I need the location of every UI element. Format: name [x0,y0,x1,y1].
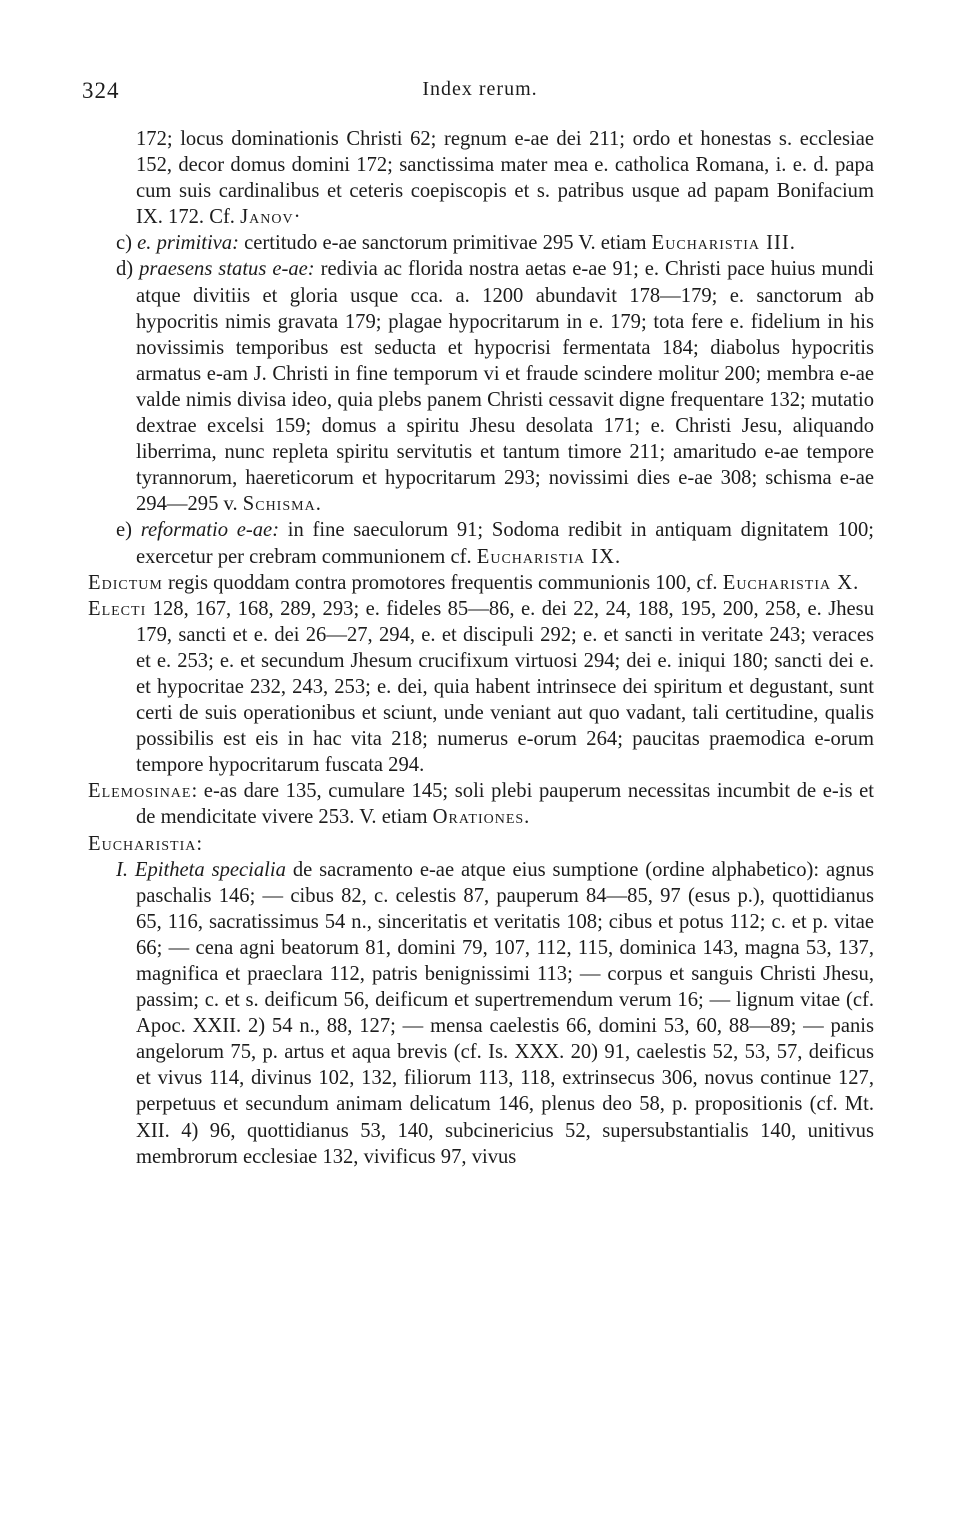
cross-reference: Orationes. [432,806,531,829]
entry-headword: Edictum [88,571,163,594]
cross-reference: Eucharistia IX. [476,545,622,568]
entry-text: 128, 167, 168, 289, 293; e. fideles 85—86, e. dei 22, 24, 188, 195, 200, 258, e. Jhesu 179, sancti et e. dei 26—27, 294, e. et discipuli 292; e. et sancti in veritate 243; veraces et e. 253; e. et secundum Jhesum crucifixum virtuosi 294; dei e. iniqui 180; sancti dei e. et hypocritae 232, 243, 253; e. dei, quia habent intrinsece dei spiritum et degustant, sunt certi de suis operationibus et sciunt, unde veniant aut quo vadant, tali certitudine, qualis possibilis est eis in hac vita 218; numerus e-orum 264; paucitas praemodica e-orum tempore hypocritarum fuscata 294. [136,597,874,777]
subentry-label: c) [116,232,138,255]
subentry-text: de sacramento e-ae atque eius sumptione (ordine alphabetico): agnus paschalis 146; — cibus 82, c. celestis 87, pauperum 84—85, 97 (esus p.), quottidianus 65, 116, sacratissimus 54 n., sinceritatis et veritatis 108; cibus et potus 112; c. et p. vitae 66; — cena agni beatorum 81, domini 79, 107, 112, 115, dominica 143, magna 53, 137, magnifica et praeclara 112, patris benignissimi 113; — corpus et sanguis Christi Jhesu, passim; c. et s. deificum 56, deificum et supertremendum verum 16; — lignum vitae (cf. Apoc. XXII. 2) 54 n., 88, 127; — mensa caelestis 66, domini 53, 60, 88—89; — panis angelorum 75, p. artus et aqua brevis (cf. Is. XXX. 20) 91, caelestis 52, 53, 57, deificus et vivus 114, divinus 102, 132, filiorum 113, 118, extrinsecus 306, novus continue 127, perpetuus et secundum animam delicatum 146, plenus deo 58, p. propositionis (cf. Mt. XII. 4) 96, quottidianus 53, 140, subcinericius 52, supersubstantialis 140, unitivus membrorum ecclesiae 132, vivificus 97, vivus [136,858,875,1168]
subentry-text: certitudo e-ae sanctorum primitivae 295 V. etiam [244,232,652,255]
entry-headword: Eucharistia [88,832,197,855]
running-head: Index rerum. [422,78,538,100]
entry-electi [88,596,874,779]
entry-eucharistia [88,831,874,857]
index-body [88,126,874,1170]
subentry-title: e. primitiva: [137,232,245,255]
cross-reference: Eucharistia X. [722,571,860,594]
cross-reference: Schisma. [242,493,322,516]
subentry-eucharistia-i [88,857,874,1170]
subentry-label: d) [116,258,140,281]
subentry-e [88,517,874,569]
entry-headword: Elemosinae [88,780,192,803]
entry-colon: : [196,832,203,855]
subentry-title: reformatio e-ae: [140,519,288,542]
subentry-label: e) [116,519,141,542]
continuation-text: 172; locus dominationis Christi 62; regnum e-ae dei 211; ordo et honestas s. ecclesiae 152, decor domus domini 172; sanctissima mater mea e. catholica Romana, i. e. d. papa cum suis cardinalibus et ceteris coepiscopis et s. patribus usque ad papam Bonifacium IX. 172. Cf. [136,128,874,229]
subentry-d [88,256,874,517]
cross-reference: Eucharistia III. [651,232,796,255]
subentry-text: redivia ac florida nostra aetas e-ae 91; e. Christi pace huius mundi atque divitiis et gloria usque cca. a. 1200 abundavit 178—179; e. sanctorum ab hypocritis nimis gravata 179; plagae hypocritarum in e. 179; tota fere e. fidelium in his novissimis temporibus est seducta et hypocrisi fermentata 184; diabolus hypocritis armatus e-am J. Christi in fine temporum vi et fraude scindere molitur 200; membra e-ae valde nimis divisa ideo, quia plebs panem Christi cessavit digne frequentare 132; mutatio dextrae excelsi 159; domus a spiritu Jhesu desolata 171; e. Christi Jesu, aliquando liberrima, nunc repleta spiritu servitutis et tantum timore 211; amaritudo e-ae tempore tyrannorum, haereticorum et hypocritarum 293; novissimi dies e-ae 308; schisma e-ae 294—295 v. [136,258,874,516]
entry-elemosinae [88,778,874,830]
subentry-c [88,230,874,256]
page-number: 324 [82,78,120,103]
entry-edictum [88,570,874,596]
entry-headword: Electi [88,597,147,620]
entry-text: regis quoddam contra promotores frequentis communionis 100, cf. [162,571,723,594]
subentry-title: praesens status e-ae: [139,258,321,281]
subentry-text: in fine saeculorum 91; Sodoma redibit in antiquam dignitatem 100; exercetur per crebram communionem cf. [136,519,874,568]
entry-text: : e-as dare 135, cumulare 145; soli plebi pauperum necessitas incumbit de e-is et de mendicitate vivere 253. V. etiam [136,780,874,829]
subentry-title: Epitheta specialia [134,858,286,881]
subentry-label: I. [116,858,135,881]
cross-reference: Janov· [240,206,302,229]
index-continuation [88,126,874,230]
